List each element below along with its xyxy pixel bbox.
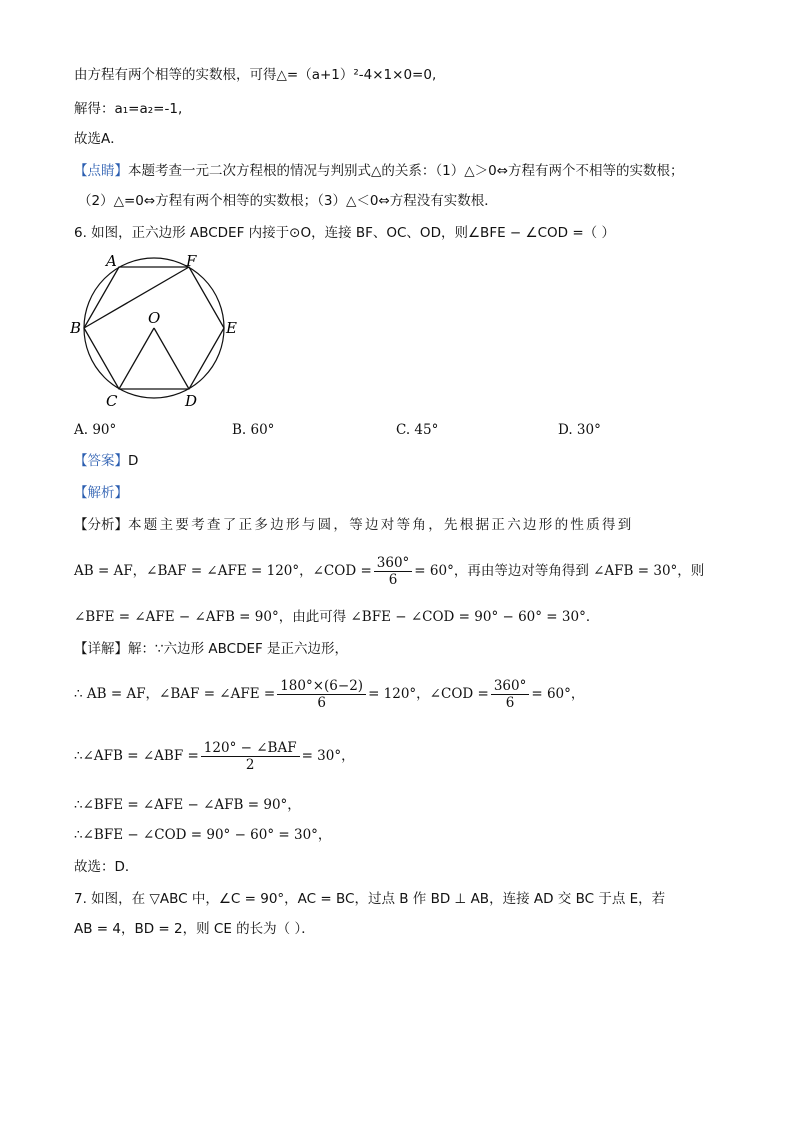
jiexi-tag: 【解析】 — [74, 485, 128, 501]
dianjing-text: 本题考查一元二次方程根的情况与判别式△的关系：（1）△＞0⇔方程有两个不相等的实数根； — [128, 163, 684, 179]
fenxi-frac-den: 6 — [388, 571, 398, 588]
step-1a: ∴ AB = AF，∠BAF = ∠AFE = — [74, 686, 276, 702]
segment-oc — [119, 328, 154, 389]
solution-line-roots: 解得：a₁=a₂=-1, — [74, 101, 183, 117]
xiangjie-text: 解：∵六边形 ABCDEF 是正六边形， — [128, 641, 349, 657]
label-e: E — [226, 319, 237, 337]
step-1-den: 6 — [317, 695, 326, 711]
answer-line — [74, 452, 138, 470]
step-1b: = 120°，∠COD = — [368, 686, 489, 702]
step-1c: = 60°， — [531, 686, 585, 702]
step-1-fraction — [277, 678, 366, 711]
question-6: 6. 如图，正六边形 ABCDEF 内接于⊙O，连接 BF、OC、OD，则∠BFE − ∠COD =（ ） — [74, 225, 615, 241]
fenxi-line-2 — [74, 554, 704, 588]
answer-tag: 【答案】 — [74, 453, 128, 469]
step-2-num: 120° − ∠BAF — [201, 740, 300, 757]
solution-line-discriminant: 由方程有两个相等的实数根，可得△=（a+1）²-4×1×0=0, — [74, 67, 437, 83]
fenxi-frac-num: 360° — [374, 555, 413, 572]
label-f: F — [186, 252, 197, 270]
step-2a: ∴∠AFB = ∠ABF = — [74, 748, 199, 764]
step-2-den: 2 — [245, 757, 255, 773]
fenxi-line-3: ∠BFE = ∠AFE − ∠AFB = 90°，由此可得 ∠BFE − ∠COD = 90° − 60° = 30°． — [74, 609, 600, 625]
dianjing-paragraph — [74, 162, 684, 180]
option-b: B. 60° — [232, 422, 275, 438]
option-c: C. 45° — [396, 422, 439, 438]
fenxi-l2b: = 60°，再由等边对等角得到 ∠AFB = 30°，则 — [414, 563, 705, 579]
analysis-heading — [74, 484, 128, 502]
xiangjie-tag: 【详解】 — [74, 641, 128, 657]
step-2b: = 30°， — [301, 748, 355, 764]
step-3: ∴∠BFE = ∠AFE − ∠AFB = 90°， — [74, 797, 301, 813]
step-1-den-2: 6 — [505, 695, 515, 711]
fenxi-fraction — [374, 555, 413, 588]
xiangjie-line — [74, 640, 348, 658]
step-1 — [74, 676, 584, 712]
step-1-num: 180°×(6−2) — [277, 678, 366, 695]
question-7-line-2: AB = 4，BD = 2，则 CE 的长为（ ）． — [74, 921, 315, 937]
answer-value: D — [128, 453, 139, 469]
step-5: 故选：D． — [74, 859, 139, 875]
label-a: A — [106, 252, 117, 270]
option-d: D. 30° — [558, 422, 601, 438]
label-o: O — [148, 309, 161, 327]
step-2 — [74, 738, 355, 774]
dianjing-tag: 【点睛】 — [74, 163, 128, 179]
fenxi-tag: 【分析】 — [74, 517, 128, 533]
label-c: C — [106, 392, 118, 410]
segment-od — [154, 328, 189, 389]
fenxi-l2a: AB = AF，∠BAF = ∠AFE = 120°，∠COD = — [74, 563, 372, 579]
step-2-fraction — [201, 740, 300, 773]
label-d: D — [185, 392, 198, 410]
step-1-fraction-2 — [491, 678, 530, 711]
step-4: ∴∠BFE − ∠COD = 90° − 60° = 30°， — [74, 827, 332, 843]
solution-line-choice: 故选A． — [74, 131, 124, 147]
fenxi-line-1 — [74, 516, 634, 534]
segment-bf — [84, 267, 189, 328]
question-7-line-1: 7. 如图，在 ▽ABC 中，∠C = 90°，AC = BC，过点 B 作 BD ⊥ AB，连接 AD 交 BC 于点 E，若 — [74, 891, 666, 907]
step-1-num-2: 360° — [491, 678, 530, 695]
hexagon-in-circle-figure — [70, 250, 260, 410]
label-b: B — [70, 319, 82, 337]
dianjing-text-2: （2）△=0⇔方程有两个相等的实数根；（3）△＜0⇔方程没有实数根． — [78, 193, 498, 209]
option-a: A. 90° — [74, 422, 117, 438]
fenxi-text: 本题主要考查了正多边形与圆，等边对等角，先根据正六边形的性质得到 — [128, 517, 634, 533]
